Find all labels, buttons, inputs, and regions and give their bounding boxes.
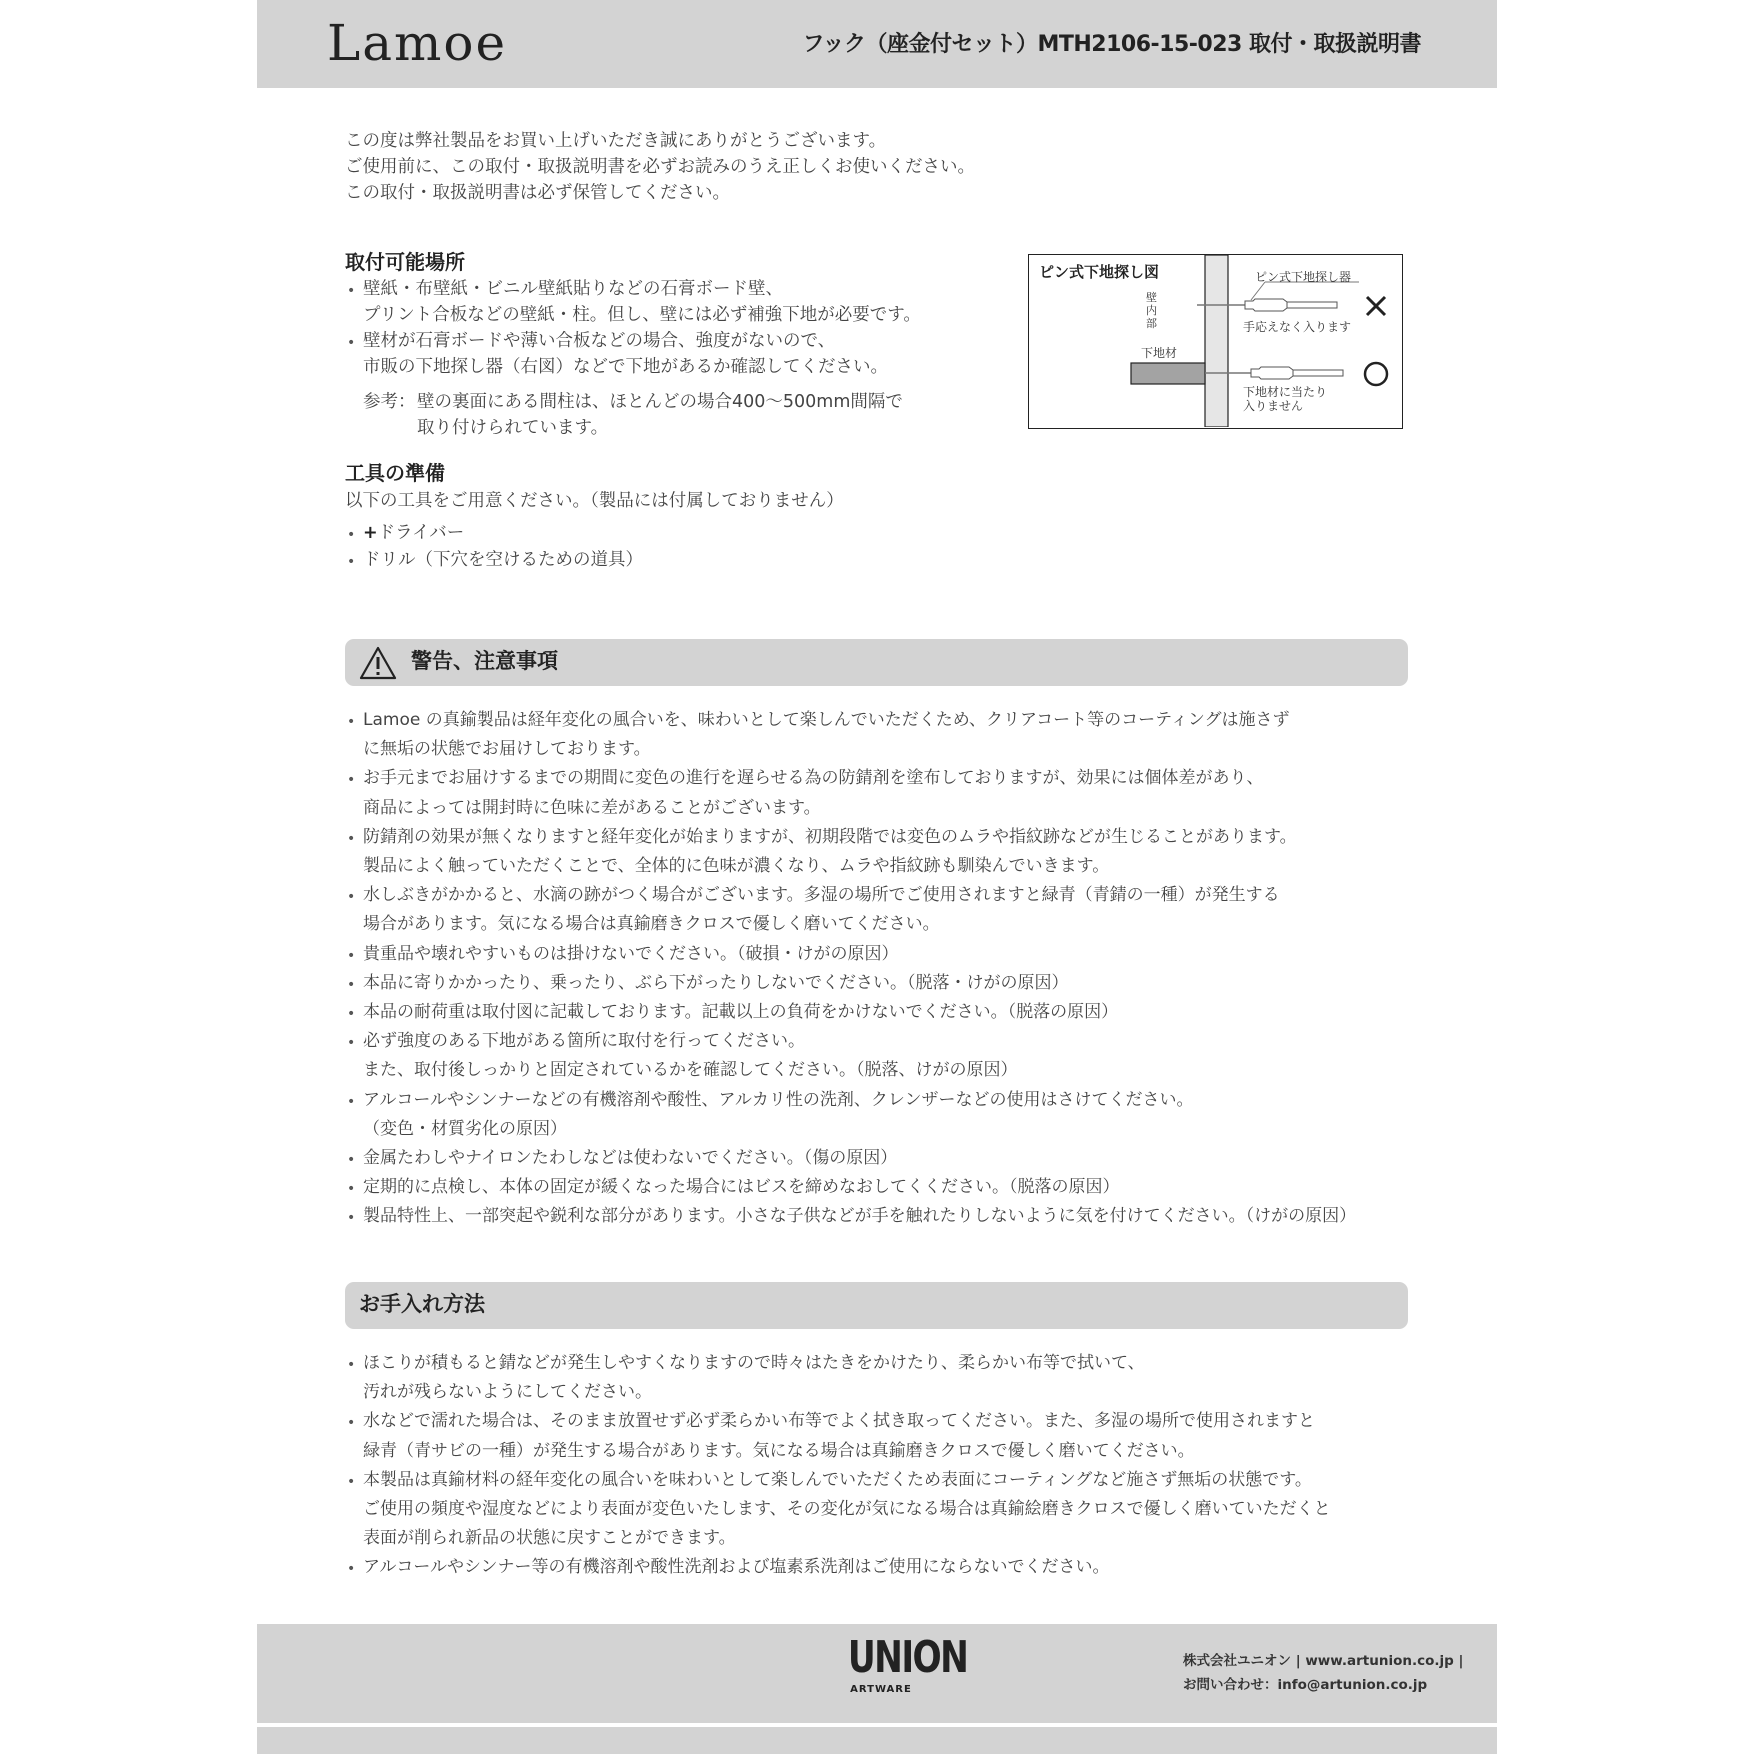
plus-screwdriver-icon: + (363, 523, 378, 543)
warning-item-line: 定期的に点検し、本体の固定が緩くなった場合にはビスを締めなおしてくください。（脱落の原因） (363, 1177, 1120, 1198)
location-item-line: 壁紙・布壁紙・ビニル壁紙貼りなどの石膏ボード壁、 (363, 279, 783, 299)
result-ok-caption (1243, 385, 1327, 413)
bullet-dot: • (347, 830, 356, 847)
care-title: お手入れ方法 (359, 1292, 485, 1316)
bullet-dot: • (347, 1210, 356, 1227)
location-item-line: プリント合板などの壁紙・柱。但し、壁には必ず補強下地が必要です。 (363, 305, 921, 325)
bullet-dot: • (347, 1152, 356, 1168)
location-item-line: 市販の下地探し器（右図）などで下地があるか確認してください。 (363, 357, 888, 377)
tools-intro: 以下の工具をご用意ください。（製品には付属しておりません） (345, 491, 844, 511)
warning-item-line: アルコールやシンナーなどの有機溶剤や酸性、アルカリ性の洗剤、クレンザーなどの使用はさけてください。 (363, 1089, 1194, 1110)
note-label: 参考： (363, 392, 416, 412)
contact-line: お問い合わせ：info@artunion.co.jp (1183, 1677, 1428, 1693)
care-item-line: アルコールやシンナー等の有機溶剤や酸性洗剤および塩素系洗剤はご使用にならないでください。 (363, 1557, 1110, 1578)
header-band (257, 0, 1497, 88)
warning-item-line: 貴重品や壊れやすいものは掛けないでください。（破損・けがの原因） (363, 943, 899, 964)
union-logo-sub: ARTWARE (850, 1684, 912, 1695)
bullet-dot: • (347, 335, 356, 351)
warning-item-line: 必ず強度のある下地がある箇所に取付を行ってください。 (363, 1031, 805, 1052)
intro-line: この度は弊社製品をお買い上げいただき誠にありがとうございます。 (345, 131, 887, 151)
bullet-dot: • (347, 714, 356, 730)
warning-item-line: また、取付後しっかりと固定されているかを確認してください。（脱落、けがの原因） (363, 1060, 1018, 1081)
bullet-dot: • (347, 527, 356, 543)
bullet-dot: • (347, 1181, 356, 1198)
warning-item-line: 製品によく触っていただくことで、全体的に色味が濃くなり、ムラや指紋跡も馴染んでいきます。 (363, 856, 1110, 876)
warning-item-line: に無垢の状態でお届けしております。 (363, 739, 651, 760)
care-item-line: 緑青（青サビの一種）が発生する場合があります。気になる場合は真鍮磨きクロスで優しく磨いてください。 (363, 1440, 1195, 1461)
stud-finder-tool-icon (1245, 299, 1287, 311)
tool-barrel (1293, 370, 1343, 376)
warning-item-line: 本品の耐荷重は取付図に記載しております。記載以上の負荷をかけないでください。（脱落の原因） (363, 1002, 1119, 1022)
warning-item-line: 防錆剤の効果が無くなりますと経年変化が始まりますが、初期段階では変色のムラや指紋跡などが生じることがあります。 (363, 826, 1297, 847)
result-no-caption: 手応えなく入ります (1243, 320, 1352, 334)
footer-band (257, 1624, 1497, 1723)
care-item-line: 汚れが残らないようにしてください。 (363, 1382, 652, 1403)
warning-item-line: 商品によっては開封時に色味に差があることがございます。 (363, 797, 821, 818)
bullet-dot: • (347, 976, 356, 993)
location-item-line: 壁材が石膏ボードや薄い合板などの場合、強度がないので、 (363, 331, 836, 351)
care-item-line: 表面が削られ新品の状態に戻すことができます。 (363, 1528, 736, 1549)
tools-heading: 工具の準備 (345, 461, 445, 485)
stud-finder-diagram (1028, 254, 1403, 429)
bullet-dot: • (347, 283, 356, 299)
bullet-dot: • (347, 1415, 356, 1432)
warning-item-line: （変色・材質劣化の原因） (363, 1118, 567, 1139)
tool-item-label: ドライバー (377, 523, 465, 543)
stud-label: 下地材 (1141, 346, 1178, 360)
warning-item-line: お手元までお届けするまでの期間に変色の進行を遅らせる為の防錆剤を塗布しておりますが、効果には個体差があり、 (363, 768, 1264, 789)
wall-inside-label: 壁内部 (1146, 291, 1157, 330)
bullet-dot: • (347, 1093, 356, 1110)
bullet-dot: • (347, 1035, 356, 1052)
warning-triangle-icon (359, 646, 397, 680)
result-ok-caption-line: 下地材に当たり (1243, 385, 1328, 399)
diagram-title: ピン式下地探し図 (1039, 263, 1160, 281)
warnings-section-header (345, 639, 1408, 686)
result-ok-caption-line: 入りません (1243, 399, 1304, 413)
care-item-line: 水などで濡れた場合は、そのまま放置せず必ず柔らかい布等でよく拭き取ってください。また、多湿の場所で使用されますと (363, 1411, 1315, 1432)
warning-item-line: 金属たわしやナイロンたわしなどは使わないでください。（傷の原因） (363, 1148, 898, 1168)
brand-logo: Lamoe (327, 14, 508, 72)
bullet-dot: • (347, 1561, 356, 1578)
care-item-line: ほこりが積もると錆などが発生しやすくなりますので時々はたきをかけたり、柔らかい布等で拭いて、 (363, 1353, 1145, 1373)
union-logo-main: UNION (847, 1632, 968, 1683)
note-line: 取り付けられています。 (417, 418, 609, 438)
bullet-dot: • (347, 947, 356, 964)
stud-finder-tool-icon (1251, 367, 1293, 379)
warnings-title: 警告、注意事項 (411, 649, 558, 673)
care-item-line: 本製品は真鍮材料の経年変化の風合いを味わいとして楽しんでいただくため表面にコーティングなど施さず無垢の状態です。 (363, 1469, 1312, 1490)
care-section-header (345, 1282, 1408, 1329)
instruction-page (257, 0, 1497, 1754)
tool-item (363, 525, 464, 543)
warning-item-line: 本品に寄りかかったり、乗ったり、ぶら下がったりしないでください。（脱落・けがの原因） (363, 972, 1069, 993)
location-heading: 取付可能場所 (345, 250, 465, 274)
footer-band-lower (257, 1727, 1497, 1754)
bullet-dot: • (347, 772, 356, 789)
tool-item-label: ドリル（下穴を空けるための道具） (363, 550, 643, 570)
warning-item-line: 製品特性上、一部突起や鋭利な部分があります。小さな子供などが手を触れたりしないように気を付けてください。（けがの原因） (363, 1206, 1357, 1227)
bullet-dot: • (347, 1006, 356, 1022)
bullet-dot: • (347, 1473, 356, 1490)
wall-section (1205, 255, 1228, 427)
company-line: 株式会社ユニオン | www.artunion.co.jp | (1183, 1653, 1464, 1669)
warning-item-line: 場合があります。気になる場合は真鍮磨きクロスで優しく磨いてください。 (363, 914, 940, 935)
care-item-line: ご使用の頻度や湿度などにより表面が変色いたします、その変化が気になる場合は真鍮絵磨きクロスで優しく磨いていただくと (363, 1499, 1331, 1519)
stud-block (1131, 363, 1205, 384)
note-line: 壁の裏面にある間柱は、ほとんどの場合400～500mm間隔で (417, 392, 903, 412)
intro-line: ご使用前に、この取付・取扱説明書を必ずお読みのうえ正しくお使いください。 (345, 157, 975, 177)
bullet-dot: • (347, 889, 356, 906)
tool-label: ピン式下地探し器 (1255, 270, 1352, 284)
intro-line: この取付・取扱説明書は必ず保管してください。 (345, 183, 730, 203)
bullet-dot: • (347, 1357, 356, 1373)
warning-item-line: Lamoe の真鍮製品は経年変化の風合いを、味わいとして楽しんでいただくため、クリアコート等のコーティングは施さず (363, 710, 1290, 730)
union-logo (831, 1632, 968, 1695)
tool-barrel (1287, 302, 1337, 308)
bullet-dot: • (347, 554, 356, 570)
document-title: フック（座金付セット）MTH2106-15-023 取付・取扱説明書 (802, 32, 1421, 57)
warning-item-line: 水しぶきがかかると、水滴の跡がつく場合がございます。多湿の場所でご使用されますと緑青（青錆の一種）が発生する (363, 885, 1280, 906)
circle-ok-icon (1365, 363, 1387, 385)
